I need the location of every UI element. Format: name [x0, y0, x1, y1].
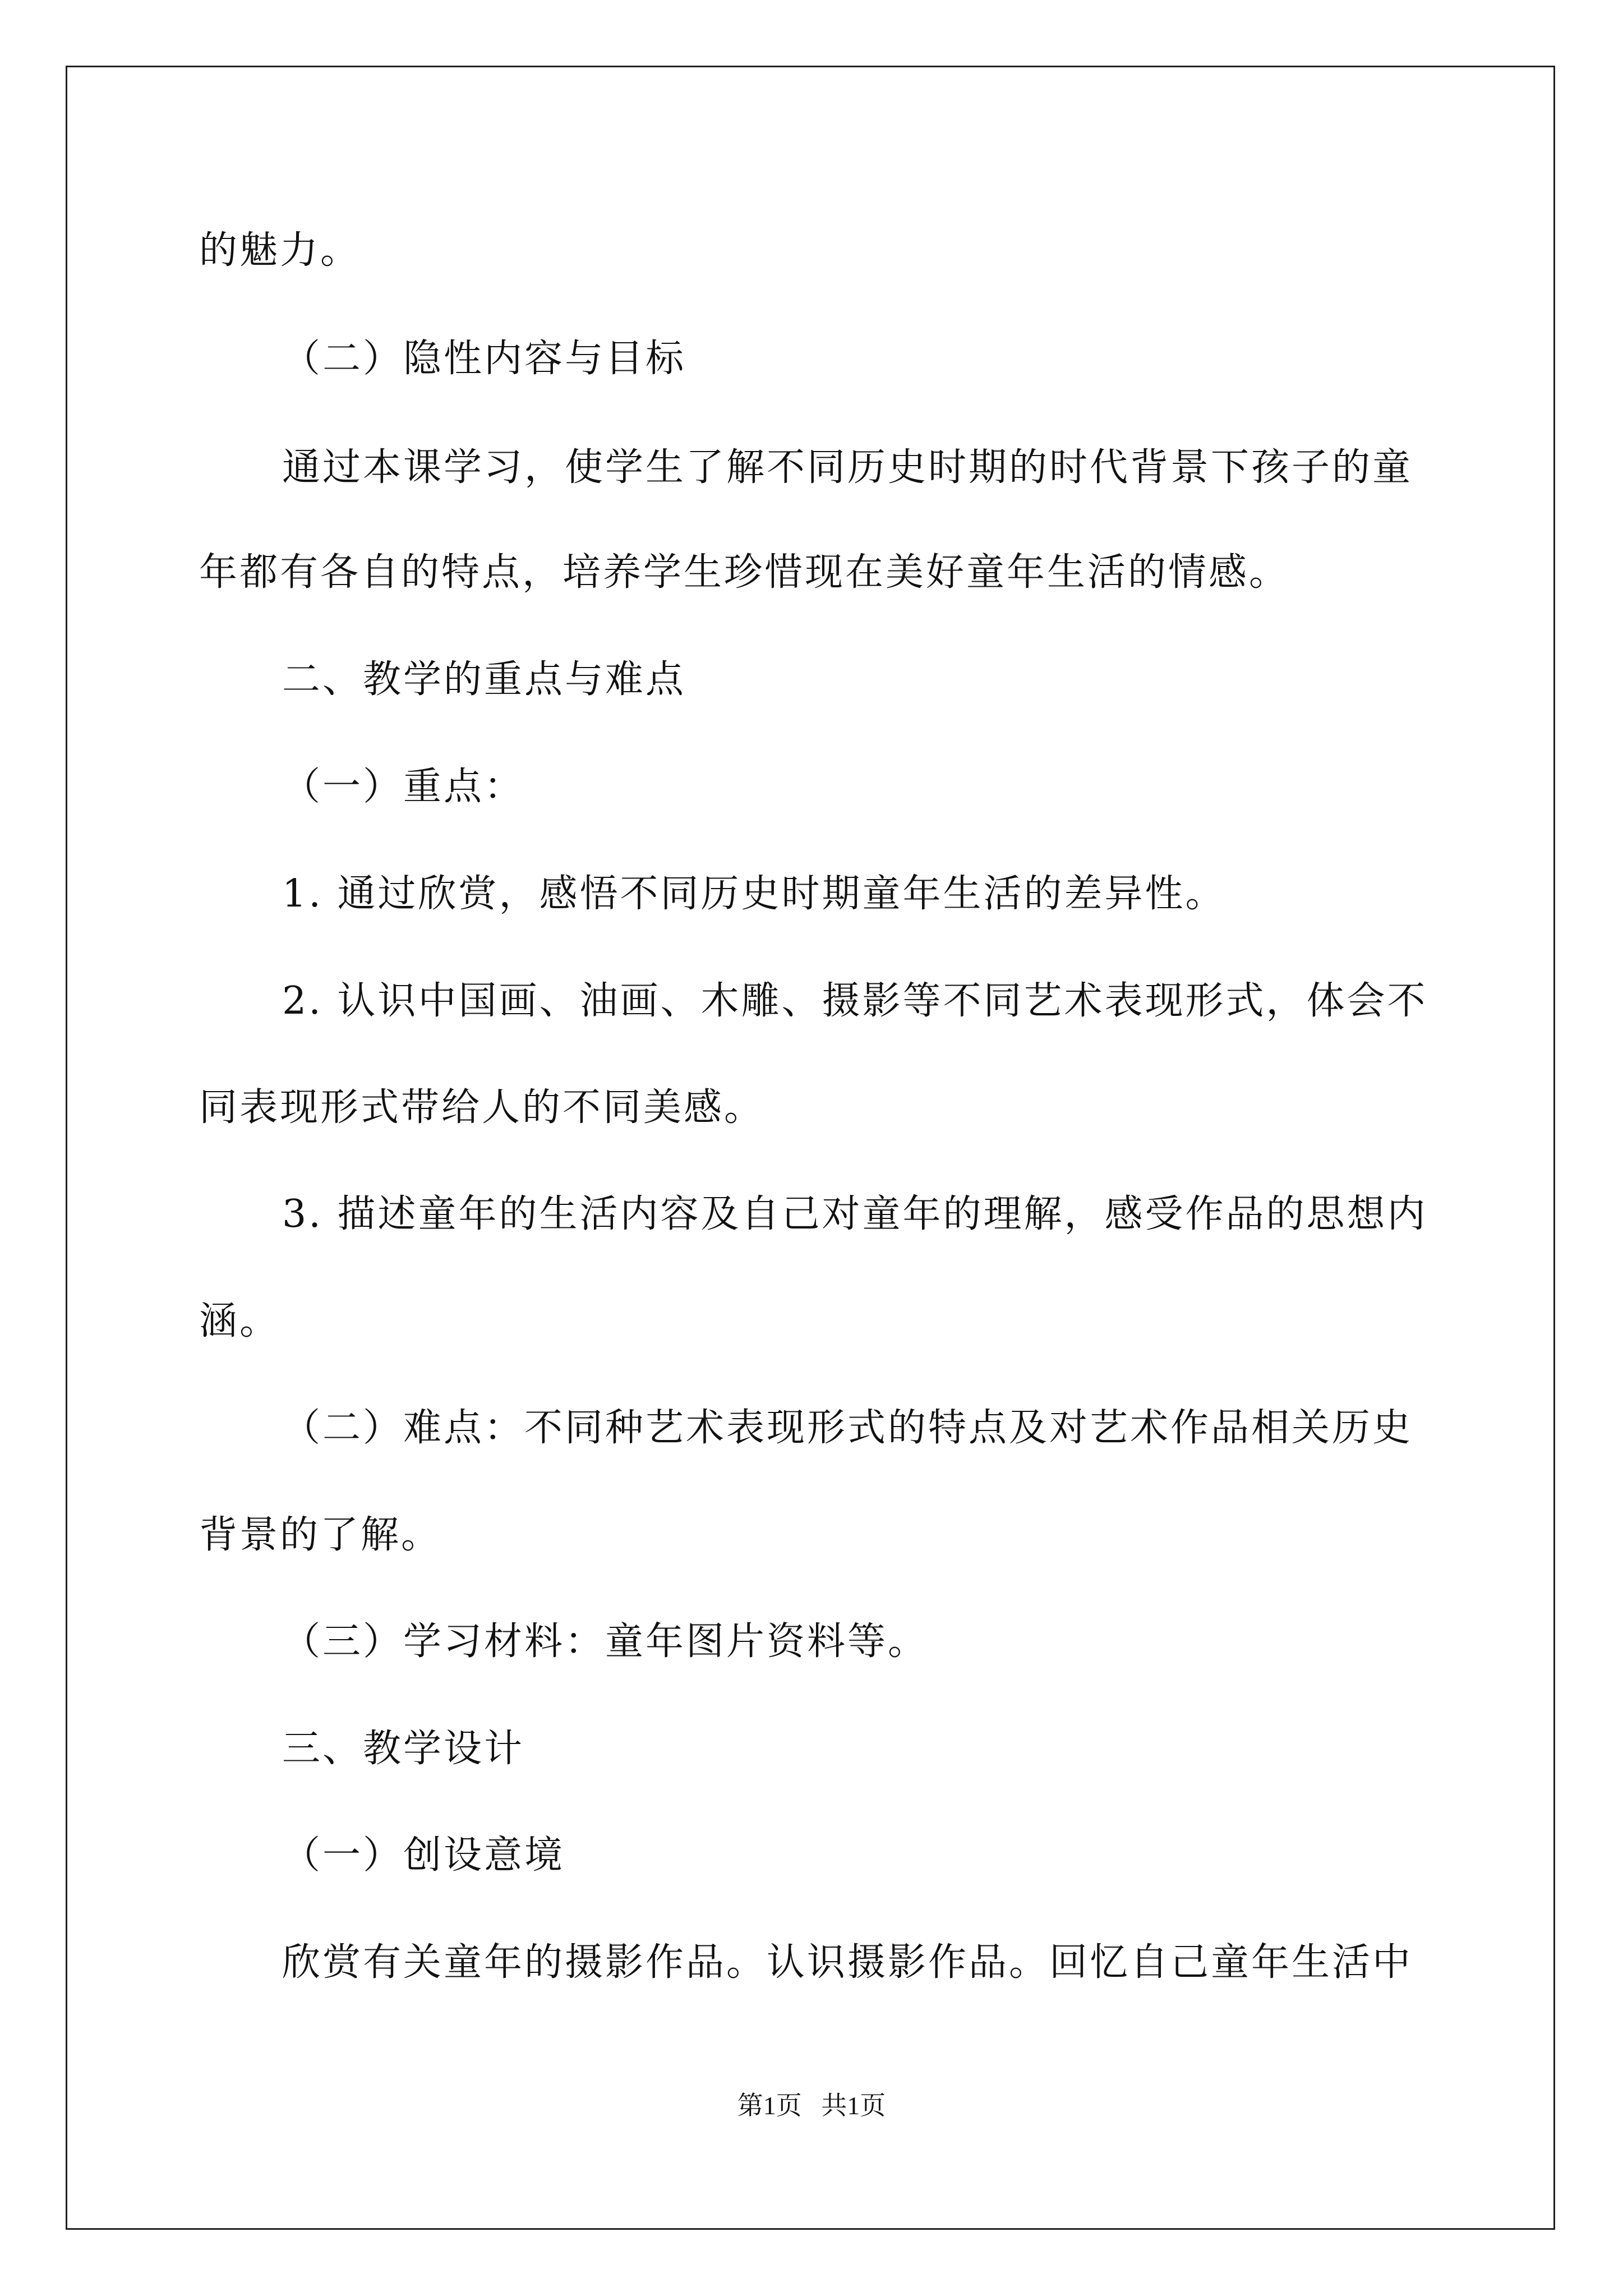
page-border	[66, 66, 1555, 2230]
page-number-footer: 第1页 共1页	[737, 2091, 886, 2120]
list-item: 3. 描述童年的生活内容及自己对童年的理解，感受作品的思想内	[282, 1192, 1428, 1236]
paragraph-line: 背景的了解。	[199, 1513, 442, 1557]
list-item: 1. 通过欣赏，感悟不同历史时期童年生活的差异性。	[282, 872, 1226, 916]
paragraph-line: 欣赏有关童年的摄影作品。认识摄影作品。回忆自己童年生活中	[282, 1940, 1413, 1985]
section-heading: （一）重点：	[282, 765, 525, 809]
section-heading: 二、教学的重点与难点	[282, 657, 686, 702]
paragraph-line: 通过本课学习，使学生了解不同历史时期的时代背景下孩子的童	[282, 445, 1413, 490]
section-heading: （一）创设意境	[282, 1833, 565, 1878]
paragraph-line: 的魅力。	[199, 228, 361, 273]
section-heading: 三、教学设计	[282, 1727, 525, 1771]
paragraph-line: 涵。	[199, 1299, 280, 1343]
paragraph-line: 同表现形式带给人的不同美感。	[199, 1085, 765, 1130]
paragraph-line: 年都有各自的特点，培养学生珍惜现在美好童年生活的情感。	[199, 550, 1290, 595]
paragraph-line: （二）难点：不同种艺术表现形式的特点及对艺术作品相关历史	[282, 1406, 1413, 1450]
list-item: 2. 认识中国画、油画、木雕、摄影等不同艺术表现形式，体会不	[282, 979, 1428, 1023]
section-heading: （二）隐性内容与目标	[282, 337, 686, 381]
paragraph-line: （三）学习材料：童年图片资料等。	[282, 1619, 929, 1664]
